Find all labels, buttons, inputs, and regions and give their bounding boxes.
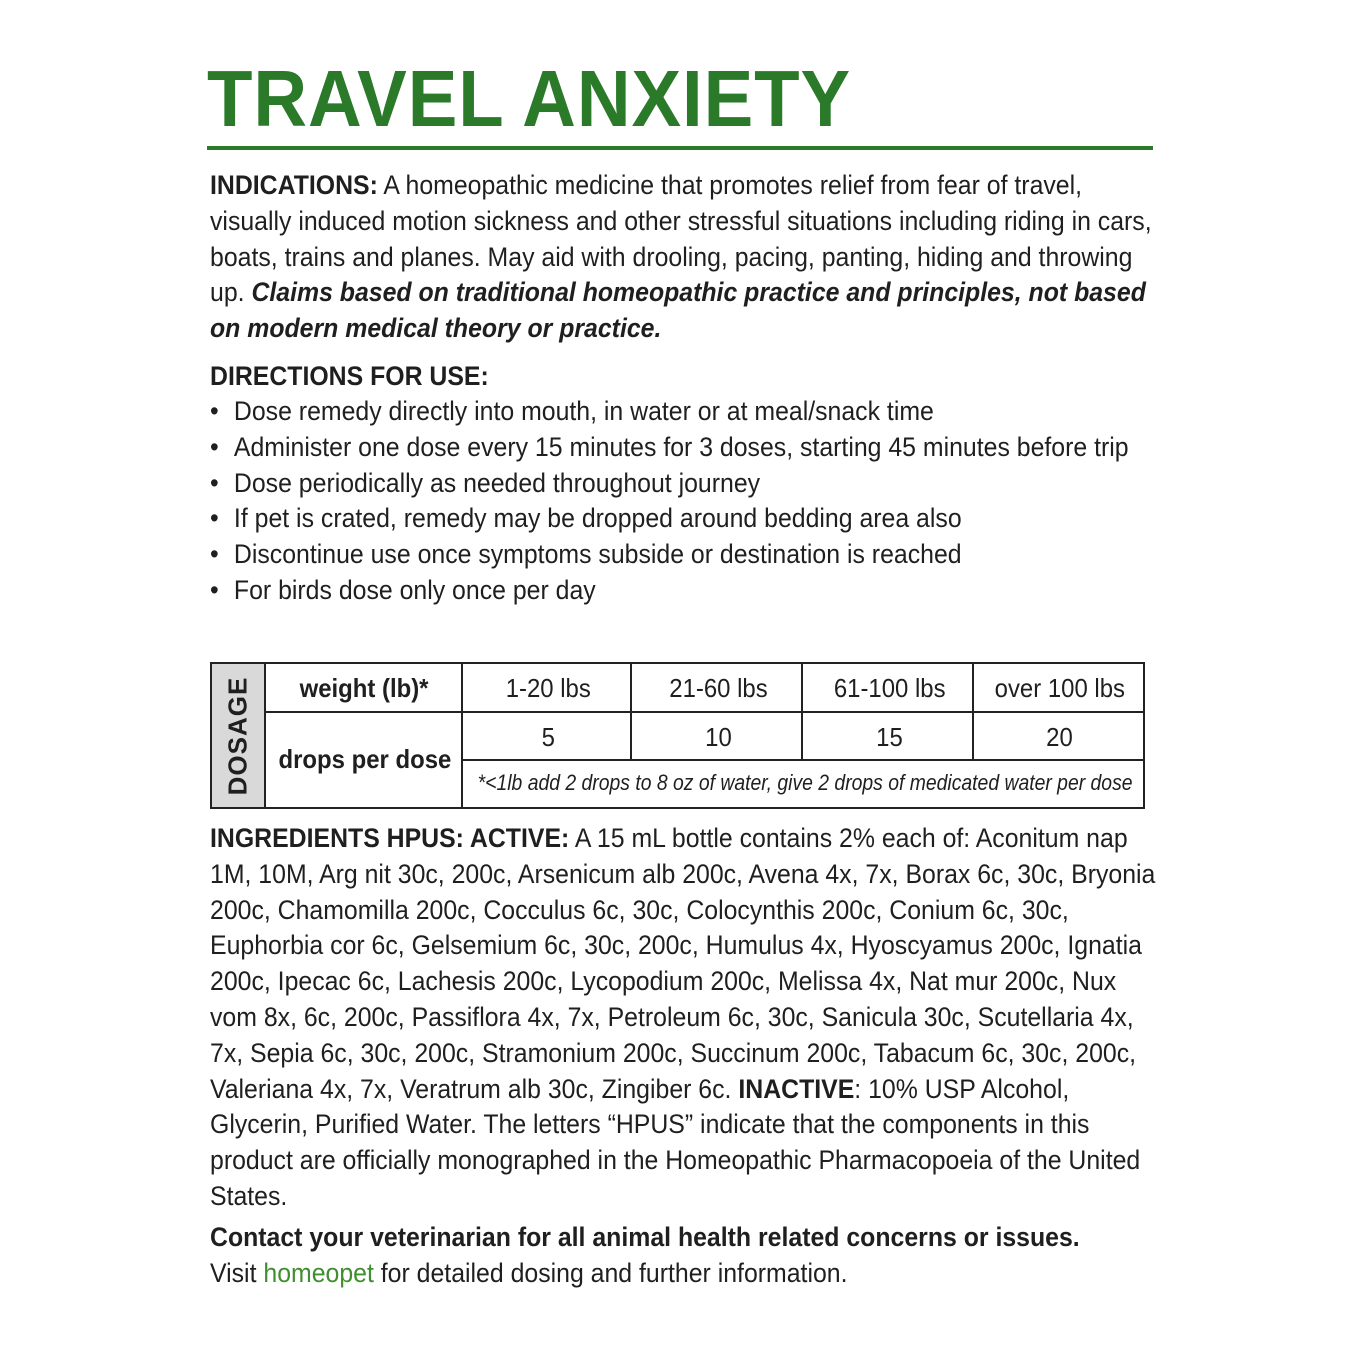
list-item: • Dose remedy directly into mouth, in water or at meal/snack time [210,394,1130,430]
active-ingredients: A 15 mL bottle contains 2% each of: Aconitum nap 1M, 10M, Arg nit 30c, 200c, Arsenicum alb 200c, Avena 4x, 7x, Borax 6c, 30c, Bryonia 200c, Chamomilla 200c, Cocculus 6c, 30c, Colocynthis 200c, Conium 6c, 30c, Euphorbia cor 6c, Gelsemium 6c, 30c, 200c, Humulus 4x, Hyoscyamus 200c, Ignatia 200c, Ipecac 6c, Lachesis 200c, Lycopodium 200c, Melissa 4x, Nat mur 200c, Nux vom 8x, 6c, 200c, Passiflora 4x, 7x, Petroleum 6c, 30c, Sanicula 30c, Scutellaria 4x, 7x, Sepia 6c, 30c, 200c, Stramonium 200c, Succinum 200c, Tabacum 6c, 30c, 200c, Valeriana 4x, 7x, Veratrum alb 30c, Zingiber 6c. [210,823,1156,1104]
inactive-ingredients: : 10% USP Alcohol, Glycerin, Purified Water. The letters “HPUS” indicate that the components in this product are officially monographed in the Homeopathic Pharmacopoeia of the United States. [210,1073,1141,1211]
bullet-icon: • [210,467,219,498]
title-divider [207,146,1153,150]
bullet-icon: • [210,503,219,534]
drops-label: drops per dose [278,744,451,774]
bullet-icon: • [210,431,219,462]
homeopet-link[interactable]: homeopet [263,1257,374,1288]
drops-cell: 20 [1046,721,1073,752]
dosage-footnote: *<1lb add 2 drops to 8 oz of water, give 2 drops of medicated water per dose [477,769,1133,795]
list-item: • If pet is crated, remedy may be dropped around bedding area also [210,501,1130,537]
bullet-icon: • [210,539,219,570]
drops-cell: 15 [876,721,903,752]
weight-cell: 61-100 lbs [833,672,946,703]
weight-label: weight (lb)* [300,672,429,703]
indications-text: A homeopathic medicine that promotes relief from fear of travel, visually induced motion sickness and other stressful situations including riding in cars, boats, trains and planes. May aid with drooling, pacing, panting, hiding and throwing up. [210,170,1152,308]
indications-label: INDICATIONS: [210,170,378,200]
weight-cell: over 100 lbs [994,672,1125,703]
page-title: TRAVEL ANXIETY [207,54,852,143]
list-item: • Administer one dose every 15 minutes for 3 doses, starting 45 minutes before trip [210,430,1130,466]
dosage-table [210,662,1145,809]
dosage-side-label: DOSAGE [212,664,266,807]
list-item: • Dose periodically as needed throughout journey [210,466,1130,502]
contact-warning: Contact your veterinarian for all animal health related concerns or issues. [210,1222,1080,1252]
table-divider [461,759,1143,761]
weight-cell: 21-60 lbs [669,672,768,703]
list-item: • For birds dose only once per day [210,573,1130,609]
indications-section [210,168,1160,347]
drops-cell: 10 [705,721,732,752]
directions-heading: DIRECTIONS FOR USE: [210,361,489,391]
table-divider [264,711,1143,713]
claims-disclaimer: Claims based on traditional homeopathic practice and principles, not based on modern medical theory or practice. [210,277,1146,344]
weight-cell: 1-20 lbs [505,672,592,703]
contact-section: Contact your veterinarian for all animal health related concerns or issues. Visit homeopet for detailed dosing and further information. [210,1222,1080,1288]
list-item: • Discontinue use once symptoms subside or destination is reached [210,537,1130,573]
drops-cell: 5 [541,721,556,752]
bullet-icon: • [210,396,219,426]
ingredients-label: INGREDIENTS HPUS: ACTIVE: [210,823,570,853]
inactive-label: INACTIVE [738,1073,855,1104]
bullet-icon: • [210,574,219,605]
table-divider [461,664,463,807]
directions-list [210,394,1130,609]
ingredients-section [210,821,1160,1215]
